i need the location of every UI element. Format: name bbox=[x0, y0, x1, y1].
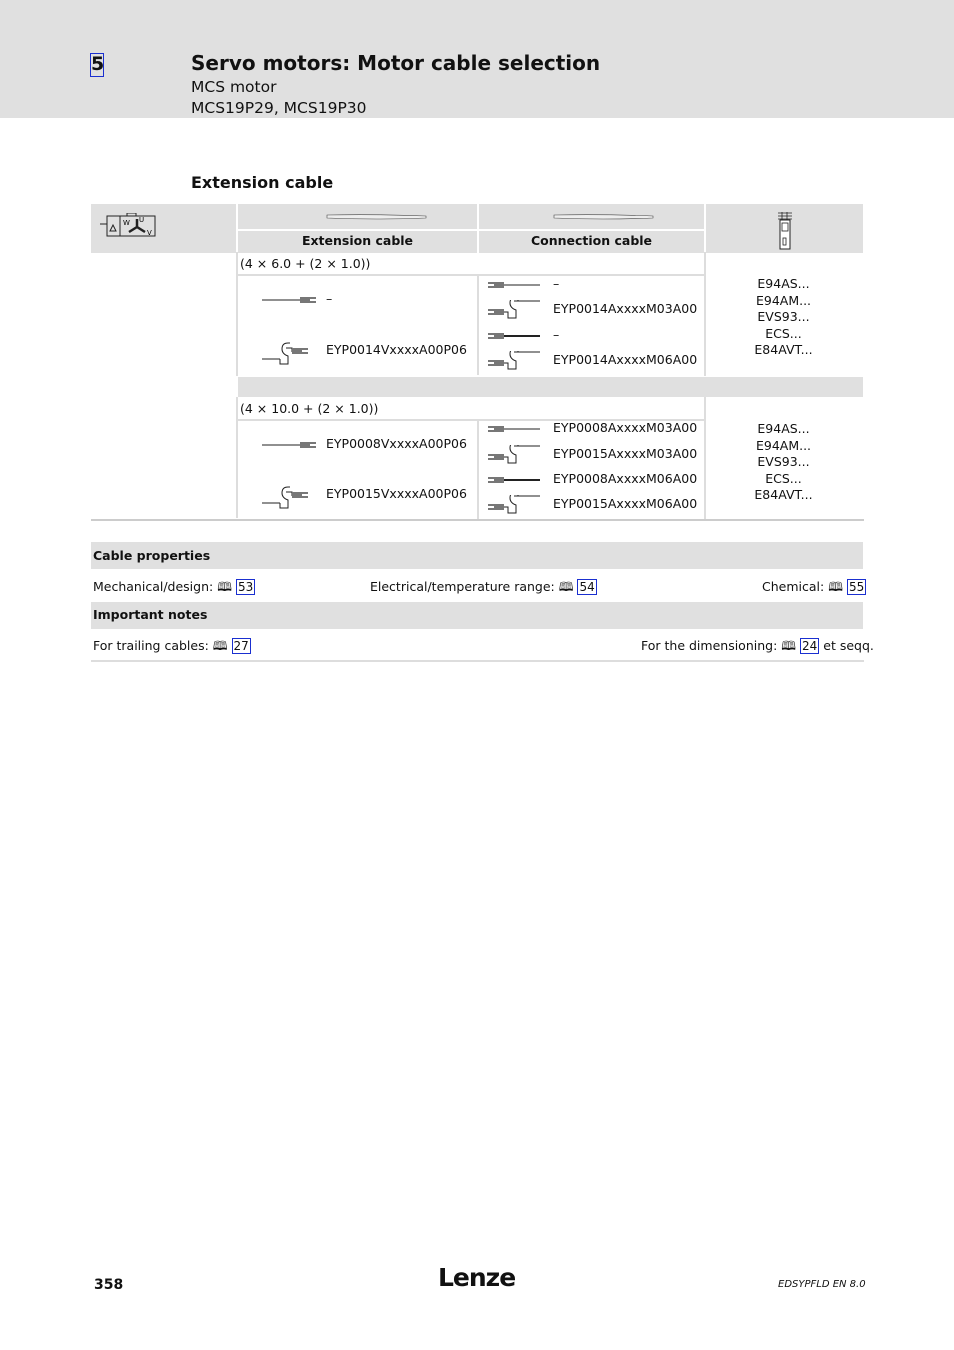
dimensioning-ref bbox=[641, 637, 874, 658]
angled-connector-icon bbox=[488, 300, 544, 328]
divider bbox=[236, 252, 238, 376]
divider bbox=[236, 397, 238, 518]
connection-cable-part: EYP0015AxxxxM06A00 bbox=[553, 496, 698, 511]
connection-cable-part: EYP0014AxxxxM06A00 bbox=[553, 352, 698, 367]
important-notes-title: Important notes bbox=[91, 602, 863, 629]
controller-series: E94AS... bbox=[757, 276, 810, 291]
chemical-ref bbox=[762, 578, 866, 599]
straight-connector-icon bbox=[488, 275, 544, 303]
connection-cable-part: EYP0008AxxxxM03A00 bbox=[553, 420, 698, 435]
page-number: 358 bbox=[94, 1277, 124, 1293]
label: et seqq. bbox=[823, 638, 874, 653]
straight-connector-icon bbox=[262, 290, 318, 318]
cable-icon bbox=[553, 214, 655, 220]
straight-bold-connector-icon bbox=[488, 326, 544, 354]
controller-series: E94AM... bbox=[755, 437, 812, 453]
angled-connector-icon bbox=[488, 445, 544, 473]
controller-series: EVS93... bbox=[757, 454, 810, 469]
book-icon: 🕮 bbox=[217, 579, 232, 594]
book-icon: 🕮 bbox=[828, 579, 843, 594]
electrical-ref bbox=[370, 578, 597, 599]
connection-cable-part: – bbox=[553, 276, 560, 291]
cable-spec: (4 × 6.0 + (2 × 1.0)) bbox=[240, 256, 371, 271]
subtitle-models: MCS19P29, MCS19P30 bbox=[191, 99, 367, 117]
angled-connector-icon bbox=[262, 485, 318, 513]
book-icon: 🕮 bbox=[558, 579, 574, 594]
controller-series: E84AVT... bbox=[754, 487, 813, 502]
mechanical-design-ref bbox=[93, 578, 255, 599]
section-title: Extension cable bbox=[191, 173, 334, 192]
conn-cable-icon-cell bbox=[479, 204, 704, 229]
extension-cable-part: – bbox=[326, 291, 333, 306]
connection-cable-part: EYP0014AxxxxM03A00 bbox=[553, 301, 698, 316]
straight-bold-connector-icon bbox=[488, 470, 544, 498]
chapter-number[interactable]: 5 bbox=[91, 53, 105, 75]
label: For trailing cables: bbox=[93, 638, 209, 653]
angled-connector-icon bbox=[488, 351, 544, 379]
divider bbox=[477, 275, 479, 375]
table-bottom-rule bbox=[91, 519, 864, 521]
controller-series: EVS93... bbox=[757, 309, 810, 324]
divider bbox=[238, 274, 704, 276]
cable-properties-title: Cable properties bbox=[91, 542, 863, 569]
controller-series: E84AVT... bbox=[754, 342, 813, 357]
page-title: Servo motors: Motor cable selection bbox=[191, 51, 601, 75]
notes-bottom-rule bbox=[91, 660, 864, 662]
controller-icon bbox=[778, 212, 792, 250]
cable-spec: (4 × 10.0 + (2 × 1.0)) bbox=[240, 401, 379, 416]
divider bbox=[477, 420, 479, 520]
book-icon: 🕮 bbox=[781, 638, 797, 653]
connection-cable-part: EYP0015AxxxxM03A00 bbox=[553, 446, 698, 461]
label: Electrical/temperature range: bbox=[370, 579, 555, 594]
label: For the dimensioning: bbox=[641, 638, 778, 653]
col-extension-cable: Extension cable bbox=[238, 231, 477, 253]
lenze-logo: Lenze bbox=[438, 1263, 516, 1292]
controller-series: ECS... bbox=[765, 325, 802, 341]
label: Chemical: bbox=[762, 579, 825, 594]
page-link-24[interactable]: 24 bbox=[802, 639, 818, 653]
angled-connector-icon bbox=[262, 341, 318, 369]
label: Mechanical/design: bbox=[93, 579, 214, 594]
svg-text:U: U bbox=[139, 216, 145, 224]
book-icon: 🕮 bbox=[212, 638, 228, 653]
extension-cable-part: EYP0015VxxxxA00P06 bbox=[326, 486, 467, 501]
page-link-54[interactable]: 54 bbox=[579, 580, 595, 594]
controller-series: E94AS... bbox=[757, 421, 810, 436]
controller-series: E94AM... bbox=[755, 292, 812, 308]
straight-connector-icon bbox=[262, 435, 318, 463]
page-link-53[interactable]: 53 bbox=[237, 580, 254, 594]
document-id: EDSYPFLD EN 8.0 bbox=[778, 1279, 866, 1290]
trailing-cables-ref bbox=[93, 637, 251, 658]
group-separator bbox=[238, 377, 863, 397]
motor-icon bbox=[99, 213, 157, 239]
svg-text:V: V bbox=[147, 229, 152, 237]
motor-header-cell bbox=[91, 204, 236, 253]
svg-text:W: W bbox=[123, 219, 130, 227]
cable-icon bbox=[326, 214, 428, 220]
controller-series: ECS... bbox=[765, 470, 802, 486]
page-link-55[interactable]: 55 bbox=[848, 580, 865, 594]
connection-cable-part: EYP0008AxxxxM06A00 bbox=[553, 471, 698, 486]
connection-cable-part: – bbox=[553, 327, 560, 342]
straight-connector-icon bbox=[488, 419, 544, 447]
ext-cable-icon-cell bbox=[238, 204, 477, 229]
subtitle-motor: MCS motor bbox=[191, 78, 277, 96]
extension-cable-part: EYP0014VxxxxA00P06 bbox=[326, 342, 467, 357]
col-connection-cable: Connection cable bbox=[479, 231, 704, 253]
controller-header-cell bbox=[706, 204, 863, 253]
extension-cable-part: EYP0008VxxxxA00P06 bbox=[326, 436, 467, 451]
page-link-27[interactable]: 27 bbox=[233, 639, 249, 653]
